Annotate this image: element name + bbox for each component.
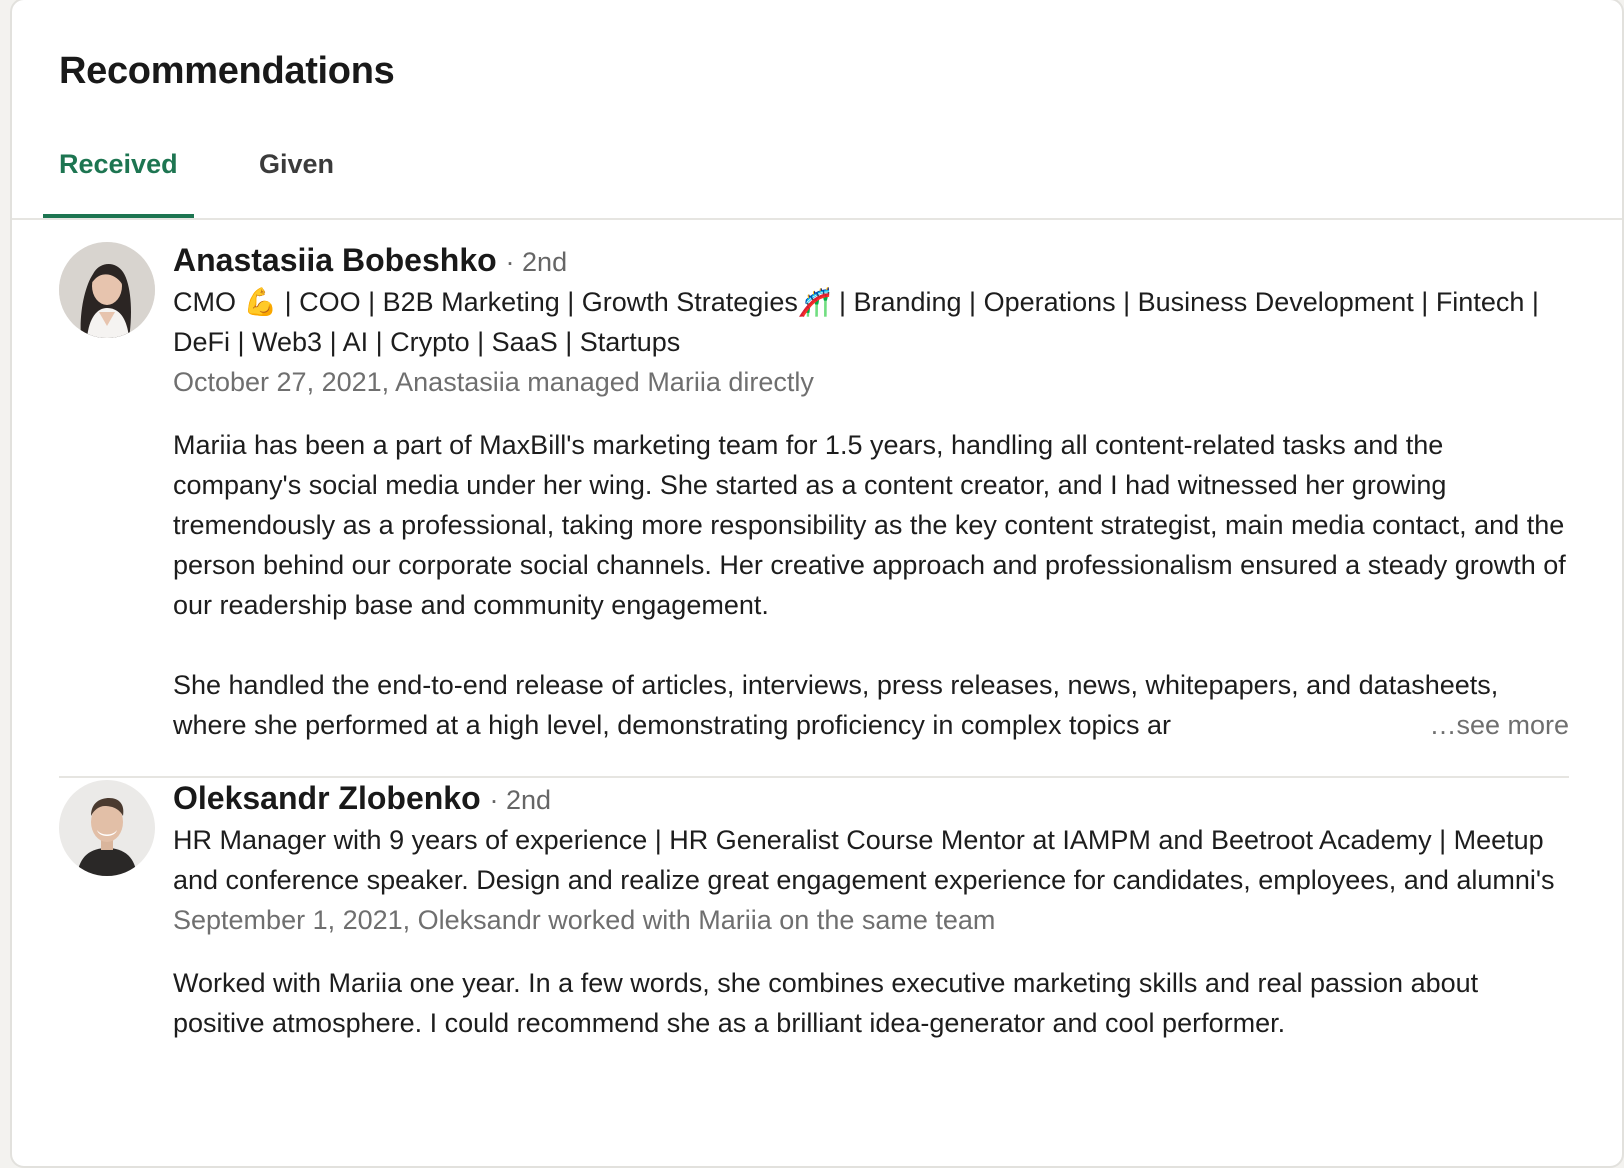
recommendation-paragraph: She handled the end-to-end release of articles, interviews, press releases, news, whitepapers, and datasheets, where she performed at a high level, demonstrating proficiency in complex topics ar bbox=[173, 670, 1499, 740]
recommender-headline: CMO 💪 | COO | B2B Marketing | Growth Strategies🎢 | Branding | Operations | Business Development | Fintech | DeFi | Web3 | AI | Crypto | SaaS | Startups bbox=[173, 287, 1539, 357]
recommendations-card bbox=[10, 0, 1624, 1168]
profile-photo-icon bbox=[59, 242, 155, 338]
see-more-button[interactable]: …see more bbox=[1413, 705, 1569, 745]
section-title: Recommendations bbox=[59, 50, 395, 92]
avatar[interactable] bbox=[59, 780, 155, 876]
recommendation-text bbox=[173, 963, 1569, 1043]
recommendation-text bbox=[173, 425, 1569, 745]
recommendation-paragraph: Worked with Mariia one year. In a few words, she combines executive marketing skills and real passion about positive atmosphere. I could recommend she as a brilliant idea-generator and cool performer. bbox=[173, 968, 1479, 1038]
recommendation-body bbox=[173, 776, 1569, 1043]
connection-degree: · 2nd bbox=[489, 785, 552, 815]
recommender-headline: HR Manager with 9 years of experience | HR Generalist Course Mentor at IAMPM and Beetroot Academy | Meetup and conference speaker. Design and realize great engagement experience for candidates, employees, and alumni's bbox=[173, 825, 1555, 895]
recommender-name[interactable]: Anastasiia Bobeshko bbox=[173, 242, 497, 278]
recommendations-tabs bbox=[12, 130, 1622, 220]
connection-degree: · 2nd bbox=[505, 247, 568, 277]
profile-photo-icon bbox=[59, 780, 155, 876]
recommendation-paragraph: Mariia has been a part of MaxBill's marketing team for 1.5 years, handling all content-related tasks and the company's social media under her wing. She started as a content creator, and I had witnessed her growing tremendously as a professional, taking more responsibility as the key content strategist, main media contact, and the person behind our corporate social channels. Her creative approach and professionalism ensured a steady growth of our readership base and community engagement. bbox=[173, 430, 1566, 620]
truncated-paragraph bbox=[173, 665, 1569, 745]
recommendation-meta: October 27, 2021, Anastasiia managed Mariia directly bbox=[173, 367, 814, 397]
recommender-name[interactable]: Oleksandr Zlobenko bbox=[173, 780, 481, 816]
tab-given[interactable]: Given bbox=[259, 149, 335, 179]
name-line bbox=[173, 776, 1569, 820]
name-line bbox=[173, 238, 1569, 282]
avatar[interactable] bbox=[59, 242, 155, 338]
tab-received[interactable]: Received bbox=[43, 130, 194, 216]
recommendation-body bbox=[173, 238, 1569, 745]
recommendation-meta: September 1, 2021, Oleksandr worked with Mariia on the same team bbox=[173, 905, 996, 935]
